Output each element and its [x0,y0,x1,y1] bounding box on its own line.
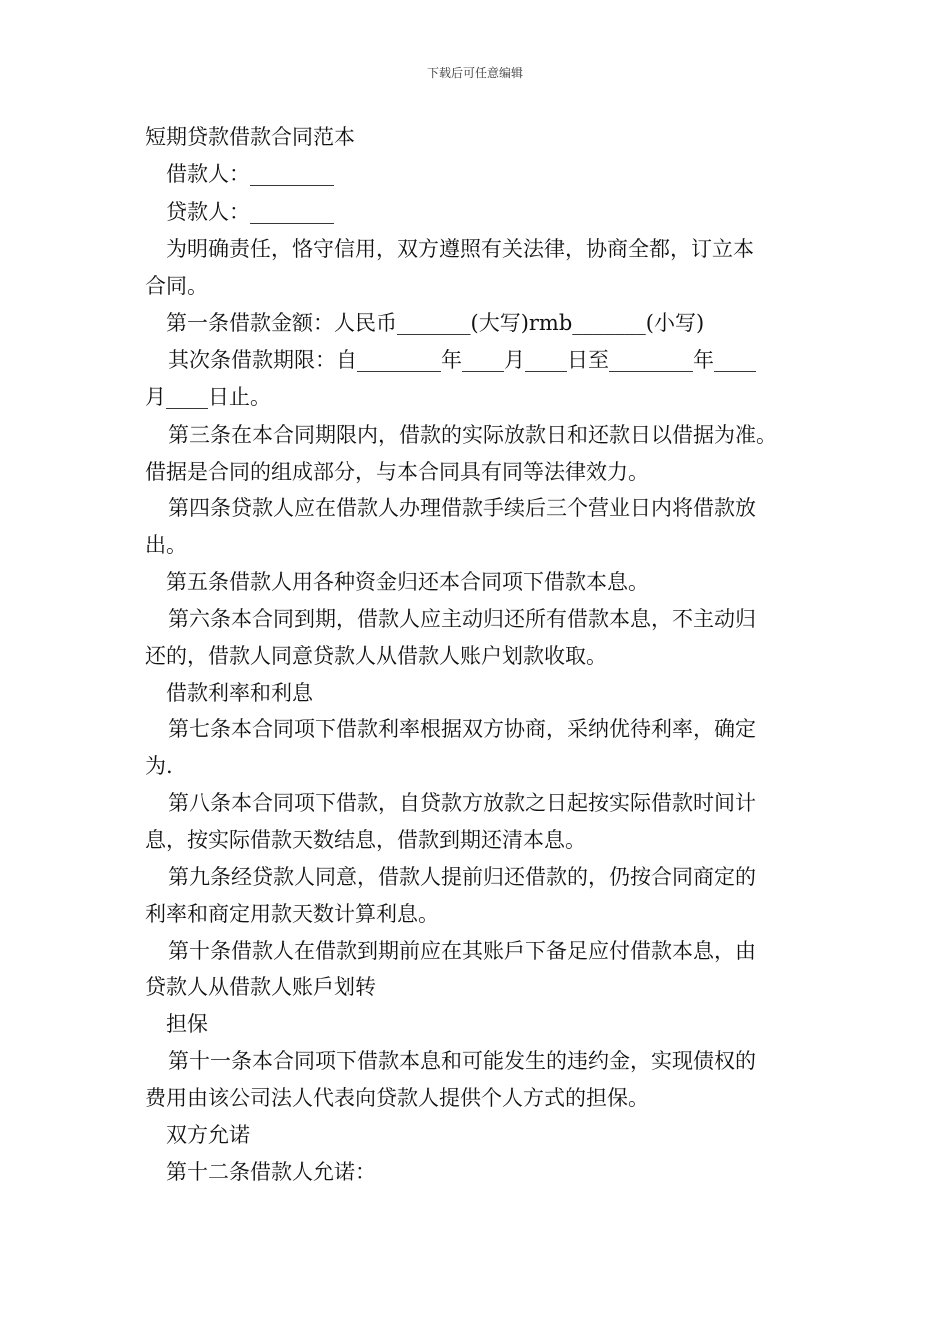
paragraph-line: 第一条借款金额：人民币_______(大写)rmb_______(小写) [166,311,705,335]
section-heading: 双方允诺 [166,1123,250,1147]
paragraph-line: 贷款人从借款人账戶划转 [145,975,376,999]
paragraph-line: 第十条借款人在借款到期前应在其账戶下备足应付借款本息，由 [168,939,756,963]
paragraph-line: 借据是合同的组成部分，与本合同具有同等法律效力。 [145,460,649,484]
paragraph-line: 费用由该公司法人代表向贷款人提供个人方式的担保。 [145,1086,649,1110]
paragraph-line: 利率和商定用款天数计算利息。 [145,902,439,926]
paragraph-line: 第十二条借款人允诺： [166,1160,376,1184]
paragraph-line: 息，按实际借款天数结息，借款到期还清本息。 [145,828,586,852]
page-header: 下载后可任意编辑 [426,66,523,80]
paragraph-line: 还的，借款人同意贷款人从借款人账户划款收取。 [145,644,607,668]
paragraph-line: 月____日止。 [145,385,271,409]
section-heading: 担保 [166,1012,208,1036]
paragraph-line: 第四条贷款人应在借款人办理借款手续后三个营业日内将借款放 [168,496,756,520]
paragraph-line: 第五条借款人用各种资金归还本合同项下借款本息。 [166,570,649,594]
paragraph-line: 第三条在本合同期限内，借款的实际放款日和还款日以借据为准。 [168,423,777,447]
paragraph-line: 合同。 [145,274,208,298]
paragraph-line: 其次条借款期限：自________年____月____日至________年____ [168,348,756,372]
paragraph-line: 第七条本合同项下借款利率根据双方协商，采纳优待利率，确定 [168,717,756,741]
paragraph-line: 为明确责任，恪守信用，双方遵照有关法律，协商全都，订立本 [166,237,754,261]
paragraph-line: 第十一条本合同项下借款本息和可能发生的违约金，实现债权的 [168,1049,756,1073]
document-title: 短期贷款借款合同范本 [145,125,355,149]
lender-line: 贷款人：________ [166,200,334,224]
borrower-line: 借款人：________ [166,162,334,186]
section-heading: 借款利率和利息 [166,681,313,705]
paragraph-line: 第六条本合同到期，借款人应主动归还所有借款本息，不主动归 [168,607,756,631]
paragraph-line: 为. [145,754,173,778]
paragraph-line: 第九条经贷款人同意，借款人提前归还借款的，仍按合同商定的 [168,865,756,889]
paragraph-line: 出。 [145,533,187,557]
paragraph-line: 第八条本合同项下借款，自贷款方放款之日起按实际借款时间计 [168,791,756,815]
